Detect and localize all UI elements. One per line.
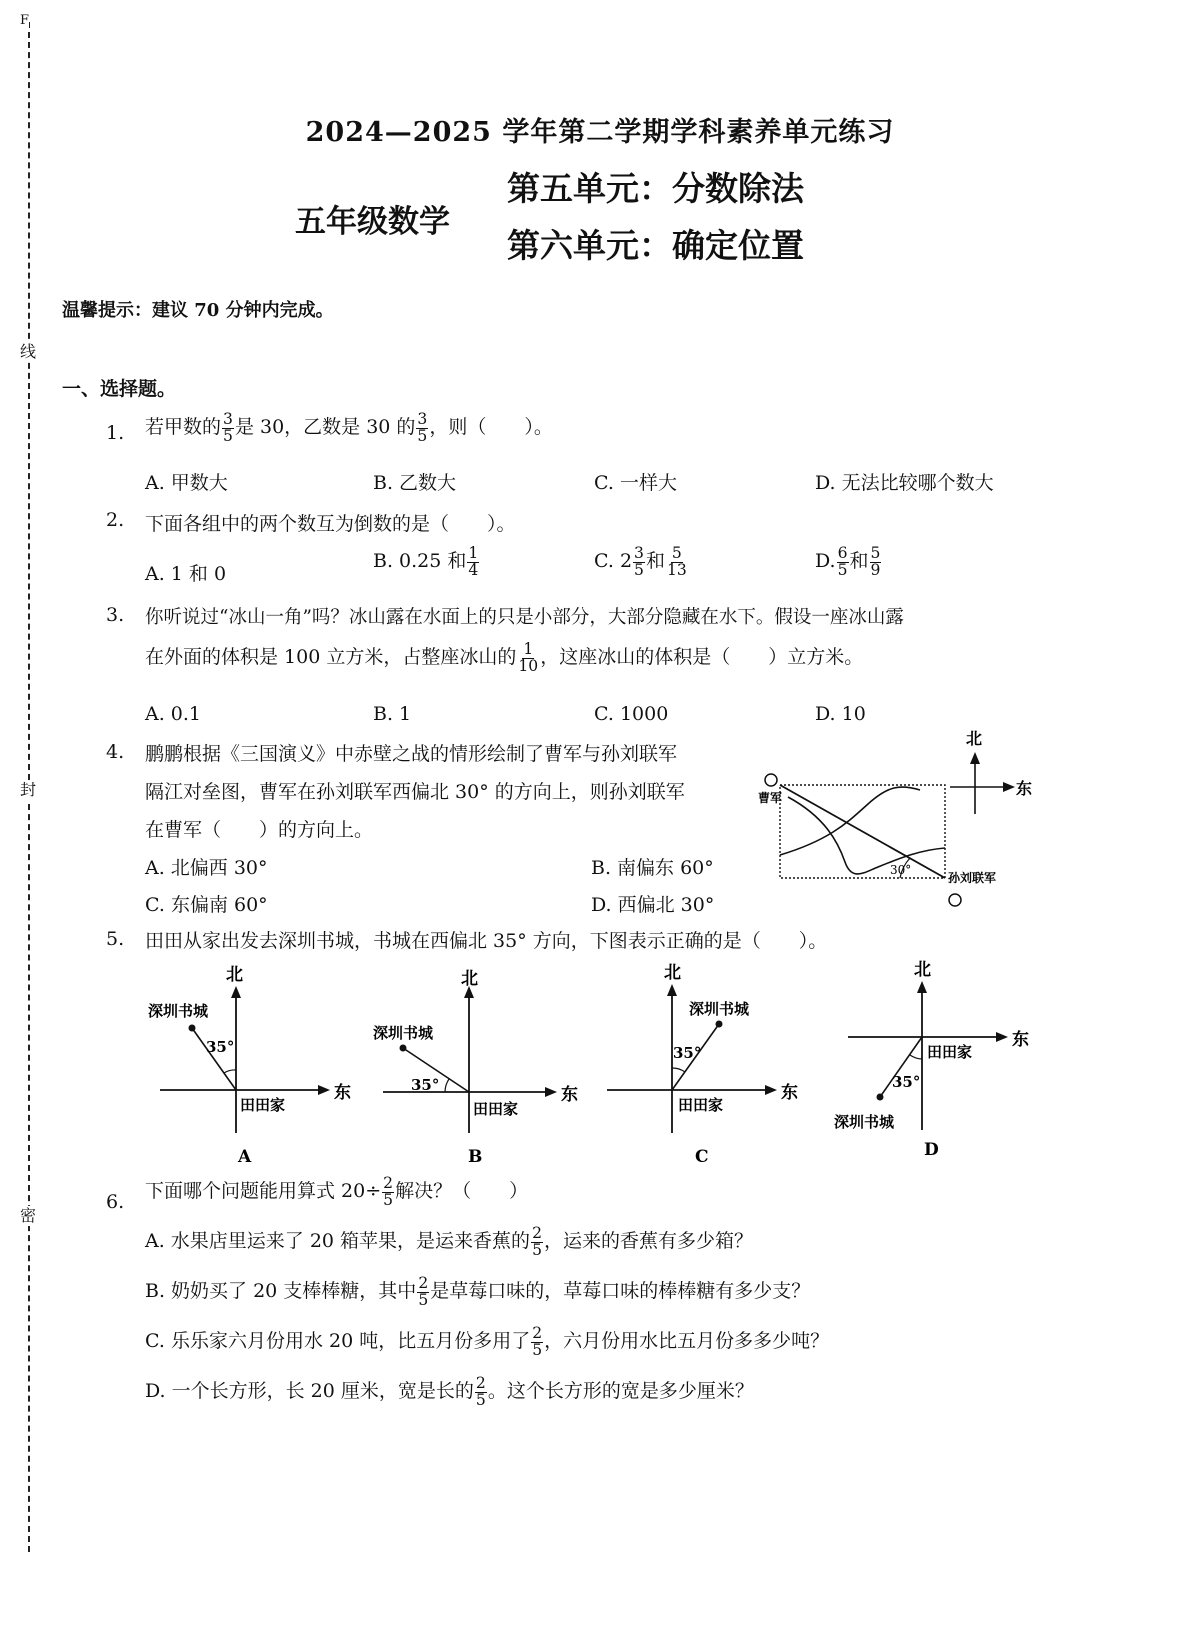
q2-option-d[interactable]: D. $\frac{6}{5}$ 和 $\frac{5}{9}$ xyxy=(815,544,881,579)
grade-subject: 五年级数学 xyxy=(295,204,450,240)
q2-option-b[interactable]: B. 0.25 和 $\frac{1}{4}$ xyxy=(373,544,479,579)
q5-figure-b xyxy=(365,958,590,1173)
q4-option-b[interactable]: B. 南偏东 60° xyxy=(591,857,714,879)
q1-option-c[interactable]: C. 一样大 xyxy=(594,472,677,494)
bookstore-dot xyxy=(189,1025,196,1032)
q6-option-c[interactable]: C. 乐乐家六月份用水 20 吨，比五月份多用了 $\frac{2}{5}$ ，六月份用水比五月份多多少吨？ xyxy=(145,1324,830,1359)
angle-arc xyxy=(910,1055,922,1059)
svg-text:35°: 35° xyxy=(411,1076,440,1094)
q4-stem-line1: 鹏鹏根据《三国演义》中赤壁之战的情形绘制了曹军与孙刘联军 xyxy=(145,743,678,765)
north-arrow-icon xyxy=(667,984,677,996)
q4-stem-line3: 在曹军（ ）的方向上。 xyxy=(145,819,374,841)
q1-option-a[interactable]: A. 甲数大 xyxy=(145,472,228,494)
q3-stem-line2: 在外面的体积是 100 立方米，占整座冰山的 $\frac{1}{10}$ ，这座冰山的体积是（ ）立方米。 xyxy=(145,640,864,675)
q1-text-2: 是 30，乙数是 30 的 xyxy=(234,416,416,439)
binding-label-line: 线 xyxy=(20,342,37,361)
q6-option-a[interactable]: A. 水果店里运来了 20 箱苹果，是运来香蕉的 $\frac{2}{5}$ ，运来的香蕉有多少箱？ xyxy=(145,1224,753,1259)
sunliu-army-icon xyxy=(949,894,961,906)
svg-text:田田家: 田田家 xyxy=(473,1100,519,1118)
svg-text:深圳书城: 深圳书城 xyxy=(373,1024,434,1042)
q3-stem-line1: 你听说过“冰山一角”吗？冰山露在水面上的只是小部分，大部分隐藏在水下。假设一座冰山露 xyxy=(145,607,904,628)
q1-text-1: 若甲数的 xyxy=(145,416,222,439)
svg-text:田田家: 田田家 xyxy=(678,1096,724,1114)
q6-stem: 下面哪个问题能用算式 20÷ $\frac{2}{5}$ 解决？（ ） xyxy=(145,1174,529,1209)
svg-text:35°: 35° xyxy=(206,1038,235,1056)
north-arrow-icon xyxy=(917,981,927,993)
figure-letter-d: D xyxy=(924,1140,939,1160)
q3-fraction: $\frac{1}{10}$ xyxy=(518,640,539,675)
q1-option-b[interactable]: B. 乙数大 xyxy=(373,472,457,494)
q4-stem-line2: 隔江对垒图，曹军在孙刘联军西偏北 30° 的方向上，则孙刘联军 xyxy=(145,781,685,803)
cao-army-label: 曹军 xyxy=(758,791,783,805)
east-arrow-icon xyxy=(545,1087,557,1097)
figure-letter-a: A xyxy=(238,1147,252,1167)
svg-text:35°: 35° xyxy=(673,1044,702,1062)
q2-option-a[interactable]: A. 1 和 0 xyxy=(145,563,227,585)
compass-north-label: 北 xyxy=(966,729,983,748)
q1-text-3: ，则（ ）。 xyxy=(429,416,553,439)
binding-label-seal: 封 xyxy=(20,780,37,799)
svg-text:35°: 35° xyxy=(892,1073,921,1091)
svg-text:田田家: 田田家 xyxy=(927,1043,973,1061)
east-arrow-icon xyxy=(765,1085,777,1095)
q6-fraction: $\frac{2}{5}$ xyxy=(383,1174,394,1209)
q2-option-c[interactable]: C. 2 $\frac{3}{5}$ 和 $\frac{5}{13}$ xyxy=(594,544,687,579)
q6-option-d[interactable]: D. 一个长方形，长 20 厘米，宽是长的 $\frac{2}{5}$ 。这个长方形的宽是多少厘米？ xyxy=(145,1374,754,1409)
q4-number: 4. xyxy=(106,741,125,763)
svg-text:深圳书城: 深圳书城 xyxy=(834,1113,895,1131)
sunliu-army-label: 孙刘联军 xyxy=(948,871,997,885)
unit-six-title: 第六单元：确定位置 xyxy=(507,226,804,265)
bookstore-dot xyxy=(877,1094,884,1101)
line-cao-to-sunliu xyxy=(780,785,945,878)
q5-figure-d xyxy=(830,955,1045,1170)
svg-text:东: 东 xyxy=(781,1083,798,1103)
angle-arc xyxy=(224,1070,236,1073)
east-arrow-icon xyxy=(1003,782,1015,792)
binding-top-mark: F xyxy=(20,13,30,28)
q3-option-b[interactable]: B. 1 xyxy=(373,703,412,725)
time-tip: 温馨提示：建议 70 分钟内完成。 xyxy=(62,300,334,321)
angle-arc xyxy=(672,1068,685,1072)
q2-number: 2. xyxy=(106,509,125,531)
compass-east-label: 东 xyxy=(1016,779,1033,798)
angle-label-30: 30° xyxy=(890,863,912,877)
q4-option-a[interactable]: A. 北偏西 30° xyxy=(145,857,268,879)
svg-text:北: 北 xyxy=(664,963,681,983)
section-choice-title: 一、选择题。 xyxy=(62,378,177,400)
q5-figure-c xyxy=(595,958,820,1173)
q1-fraction-2: $\frac{3}{5}$ xyxy=(417,410,428,445)
north-arrow-icon xyxy=(231,986,241,998)
svg-text:田田家: 田田家 xyxy=(240,1096,286,1114)
unit-five-title: 第五单元：分数除法 xyxy=(507,169,804,208)
svg-text:东: 东 xyxy=(561,1085,578,1105)
q4-option-d[interactable]: D. 西偏北 30° xyxy=(591,894,715,916)
figure-letter-c: C xyxy=(695,1147,709,1167)
svg-text:北: 北 xyxy=(461,969,478,989)
q3-option-d[interactable]: D. 10 xyxy=(815,703,866,725)
svg-text:北: 北 xyxy=(226,965,243,985)
river-bank-lower xyxy=(788,797,945,874)
angle-arc xyxy=(445,1079,449,1092)
q4-option-c[interactable]: C. 东偏南 60° xyxy=(145,894,268,916)
svg-text:北: 北 xyxy=(914,960,931,980)
q2-stem: 下面各组中的两个数互为倒数的是（ ）。 xyxy=(145,513,516,535)
binding-label-secret: 密 xyxy=(20,1206,37,1225)
q5-stem: 田田从家出发去深圳书城，书城在西偏北 35° 方向，下图表示正确的是（ ）。 xyxy=(145,930,828,952)
q3-option-c[interactable]: C. 1000 xyxy=(594,703,669,725)
q3-option-a[interactable]: A. 0.1 xyxy=(145,703,202,725)
east-arrow-icon xyxy=(318,1085,330,1095)
bookstore-dot xyxy=(716,1021,723,1028)
q1-fraction-1: $\frac{3}{5}$ xyxy=(223,410,233,445)
q5-figure-a xyxy=(140,958,360,1173)
q5-number: 5. xyxy=(106,928,125,950)
exam-title: 2024—2025 学年第二学期学科素养单元练习 xyxy=(305,117,895,148)
q4-battle-map xyxy=(750,722,1040,912)
east-arrow-icon xyxy=(996,1032,1008,1042)
north-arrow-icon xyxy=(970,752,980,764)
cao-army-icon xyxy=(765,774,777,786)
figure-letter-b: B xyxy=(468,1147,483,1167)
q6-option-b[interactable]: B. 奶奶买了 20 支棒棒糖，其中 $\frac{2}{5}$ 是草莓口味的，草莓口味的棒棒糖有多少支？ xyxy=(145,1274,811,1309)
q3-number: 3. xyxy=(106,604,125,626)
q1-stem xyxy=(145,412,553,444)
q1-option-d[interactable]: D. 无法比较哪个数大 xyxy=(815,472,994,494)
q1-number: 1. xyxy=(106,422,125,444)
q6-number: 6. xyxy=(106,1191,125,1213)
bookstore-dot xyxy=(400,1045,407,1052)
svg-text:深圳书城: 深圳书城 xyxy=(689,1000,750,1018)
svg-text:东: 东 xyxy=(334,1083,351,1103)
svg-text:东: 东 xyxy=(1012,1030,1029,1050)
svg-text:深圳书城: 深圳书城 xyxy=(148,1002,209,1020)
